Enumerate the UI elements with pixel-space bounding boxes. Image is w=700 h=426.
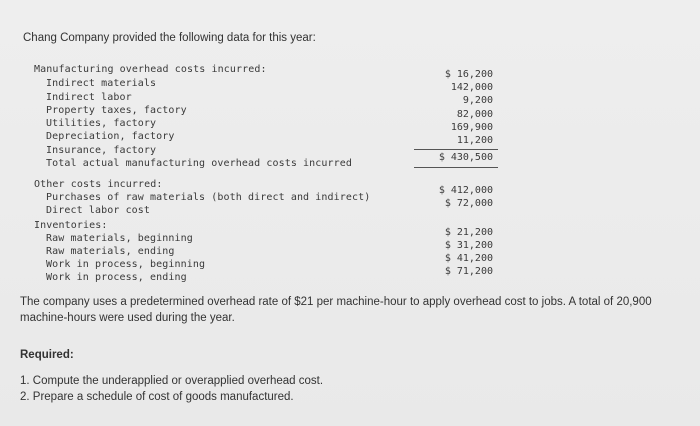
moh-heading: Manufacturing overhead costs incurred: — [34, 64, 267, 75]
intro-text: Chang Company provided the following data for this year: — [23, 32, 316, 44]
inventory-item-amount: $ 21,200 — [444, 227, 493, 238]
subtotal-rule — [414, 149, 498, 150]
other-item-amount: $ 72,000 — [444, 198, 493, 209]
moh-total-label: Total actual manufacturing overhead costs incurred — [46, 158, 353, 169]
moh-item-label: Indirect materials — [46, 78, 157, 89]
required-heading: Required: — [20, 349, 74, 361]
moh-item-label: Indirect labor — [46, 92, 132, 103]
moh-item-label: Insurance, factory — [46, 145, 157, 156]
inventory-item-label: Raw materials, ending — [46, 246, 175, 257]
moh-item-amount: $ 16,200 — [444, 69, 493, 80]
inventory-item-label: Raw materials, beginning — [46, 233, 193, 244]
total-rule — [414, 167, 498, 168]
moh-item-label: Utilities, factory — [46, 118, 157, 129]
task-item: 2. Prepare a schedule of cost of goods manufactured. — [20, 391, 294, 403]
task-item: 1. Compute the underapplied or overapplied overhead cost. — [20, 375, 324, 387]
inventory-item-amount: $ 41,200 — [444, 253, 493, 264]
inventories-heading: Inventories: — [34, 220, 108, 231]
moh-item-amount: 11,200 — [456, 135, 493, 146]
inventory-item-amount: $ 31,200 — [444, 240, 493, 251]
moh-item-amount: 169,900 — [450, 122, 493, 133]
moh-item-label: Property taxes, factory — [46, 105, 187, 116]
other-item-amount: $ 412,000 — [438, 185, 493, 196]
moh-item-amount: 82,000 — [456, 109, 493, 120]
other-item-label: Purchases of raw materials (both direct and indirect) — [46, 192, 371, 203]
moh-item-amount: 9,200 — [462, 95, 493, 106]
other-heading: Other costs incurred: — [34, 179, 163, 190]
moh-total-amount: $ 430,500 — [438, 152, 493, 163]
inventory-item-amount: $ 71,200 — [444, 266, 493, 277]
moh-item-amount: 142,000 — [450, 82, 493, 93]
problem-paragraph: The company uses a predetermined overhead rate of $21 per machine-hour to apply overhead cost to jobs. A total of 20,900 machine-hours were used during the year. — [20, 296, 652, 324]
moh-item-label: Depreciation, factory — [46, 131, 175, 142]
inventory-item-label: Work in process, ending — [46, 272, 187, 283]
inventory-item-label: Work in process, beginning — [46, 259, 206, 270]
other-item-label: Direct labor cost — [46, 205, 151, 216]
